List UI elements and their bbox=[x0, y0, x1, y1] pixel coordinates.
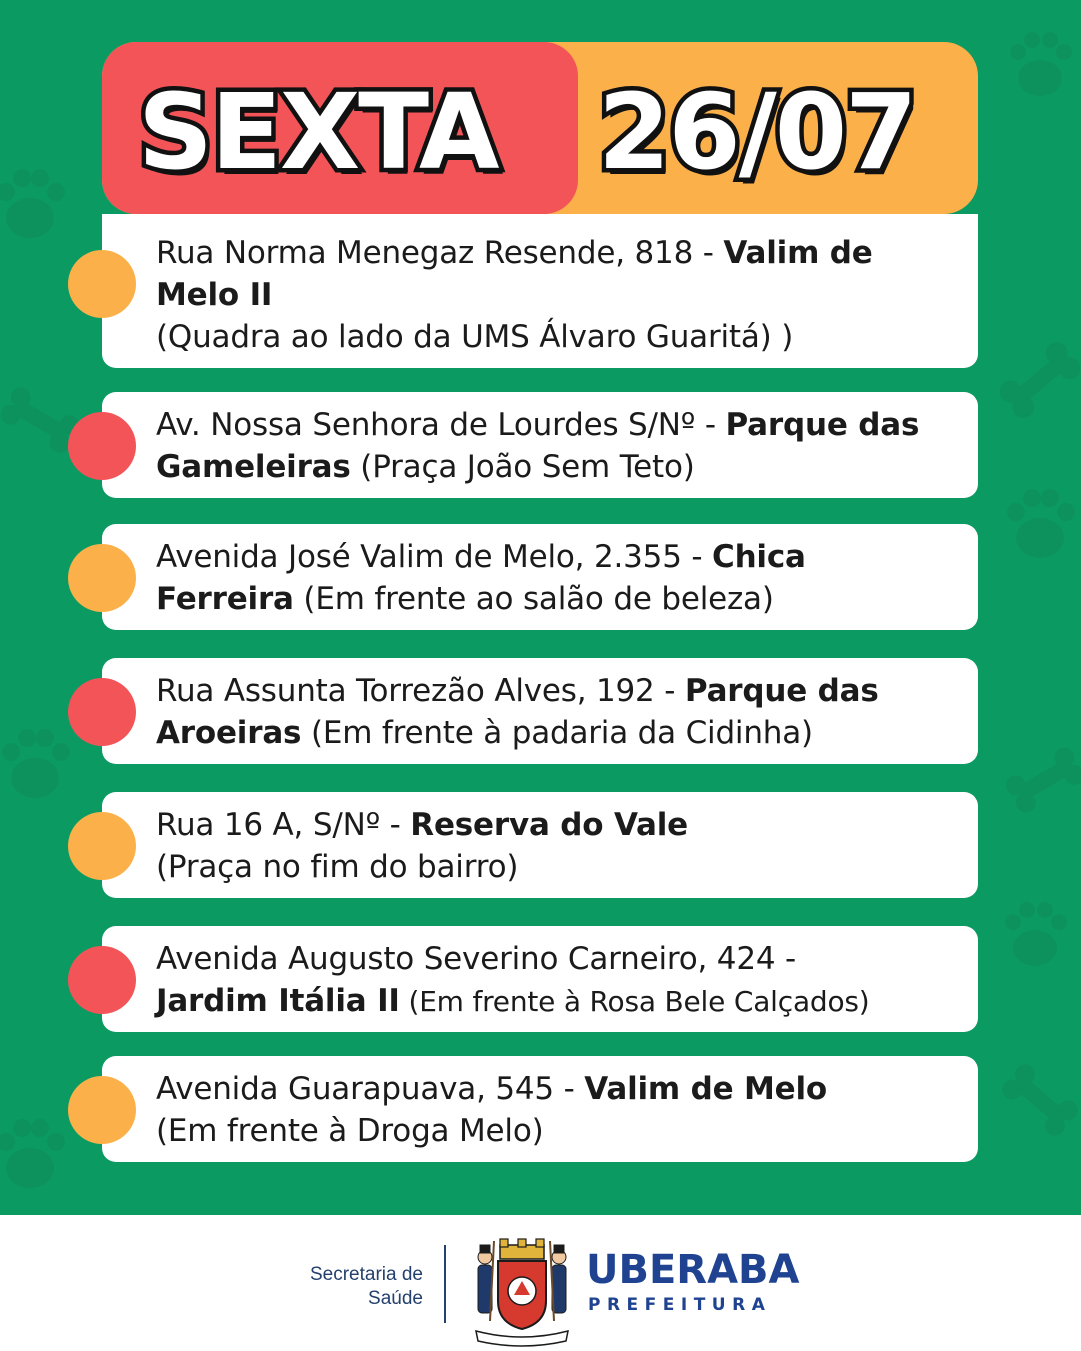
secretaria-label bbox=[310, 1263, 423, 1311]
location-reference: (Em frente à Droga Melo) bbox=[156, 1113, 544, 1149]
location-text bbox=[156, 804, 948, 888]
brand-name: UBERABA bbox=[586, 1247, 800, 1293]
location-reference: (Em frente à Rosa Bele Calçados) bbox=[399, 985, 870, 1018]
bullet-dot bbox=[68, 678, 136, 746]
bullet-dot bbox=[68, 250, 136, 318]
location-text bbox=[156, 404, 948, 488]
location-address: Rua Assunta Torrezão Alves, 192 - bbox=[156, 673, 685, 709]
location-address: Avenida Augusto Severino Carneiro, 424 - bbox=[156, 941, 797, 977]
location-reference: (Em frente à padaria da Cidinha) bbox=[301, 715, 813, 751]
bullet-dot bbox=[68, 1076, 136, 1144]
location-text bbox=[156, 536, 948, 620]
location-text bbox=[156, 670, 948, 754]
footer bbox=[0, 1215, 1081, 1351]
coat-of-arms-icon bbox=[470, 1231, 574, 1347]
location-text bbox=[156, 1068, 948, 1152]
location-neighborhood: Valim de Melo II bbox=[156, 235, 873, 313]
location-card-2 bbox=[102, 392, 978, 498]
location-address: Avenida José Valim de Melo, 2.355 - bbox=[156, 539, 713, 575]
location-card-3 bbox=[102, 524, 978, 630]
location-neighborhood: Jardim Itália II bbox=[156, 983, 400, 1019]
location-reference: (Praça no fim do bairro) bbox=[156, 849, 519, 885]
location-reference: (Em frente ao salão de beleza) bbox=[293, 581, 774, 617]
bullet-dot bbox=[68, 544, 136, 612]
bullet-dot bbox=[68, 946, 136, 1014]
location-neighborhood: Parque das Aroeiras bbox=[156, 673, 879, 751]
location-card-1 bbox=[102, 214, 978, 368]
bullet-dot bbox=[68, 812, 136, 880]
secretaria-line2: Saúde bbox=[368, 1288, 423, 1309]
location-neighborhood: Valim de Melo bbox=[584, 1071, 828, 1107]
footer-divider bbox=[444, 1245, 446, 1323]
location-address: Rua Norma Menegaz Resende, 818 - bbox=[156, 235, 724, 271]
location-card-7 bbox=[102, 1056, 978, 1162]
location-text bbox=[156, 938, 948, 1023]
location-neighborhood: Chica Ferreira bbox=[156, 539, 806, 617]
location-card-4 bbox=[102, 658, 978, 764]
location-address: Av. Nossa Senhora de Lourdes S/Nº - bbox=[156, 407, 726, 443]
location-neighborhood: Reserva do Vale bbox=[410, 807, 689, 843]
header-date: 26/07 bbox=[598, 71, 916, 193]
header-day: SEXTA bbox=[138, 71, 498, 193]
location-reference: (Praça João Sem Teto) bbox=[350, 449, 695, 485]
bullet-dot bbox=[68, 412, 136, 480]
location-neighborhood: Parque das Gameleiras bbox=[156, 407, 920, 485]
location-reference: (Quadra ao lado da UMS Álvaro Guaritá) ) bbox=[156, 319, 794, 355]
location-address: Rua 16 A, S/Nº - bbox=[156, 807, 411, 843]
location-address: Avenida Guarapuava, 545 - bbox=[156, 1071, 585, 1107]
brand-subtitle: PREFEITURA bbox=[588, 1295, 772, 1315]
location-card-6 bbox=[102, 926, 978, 1032]
location-card-5 bbox=[102, 792, 978, 898]
date-header bbox=[102, 42, 978, 214]
location-text bbox=[156, 232, 948, 358]
secretaria-line1: Secretaria de bbox=[309, 1264, 423, 1285]
